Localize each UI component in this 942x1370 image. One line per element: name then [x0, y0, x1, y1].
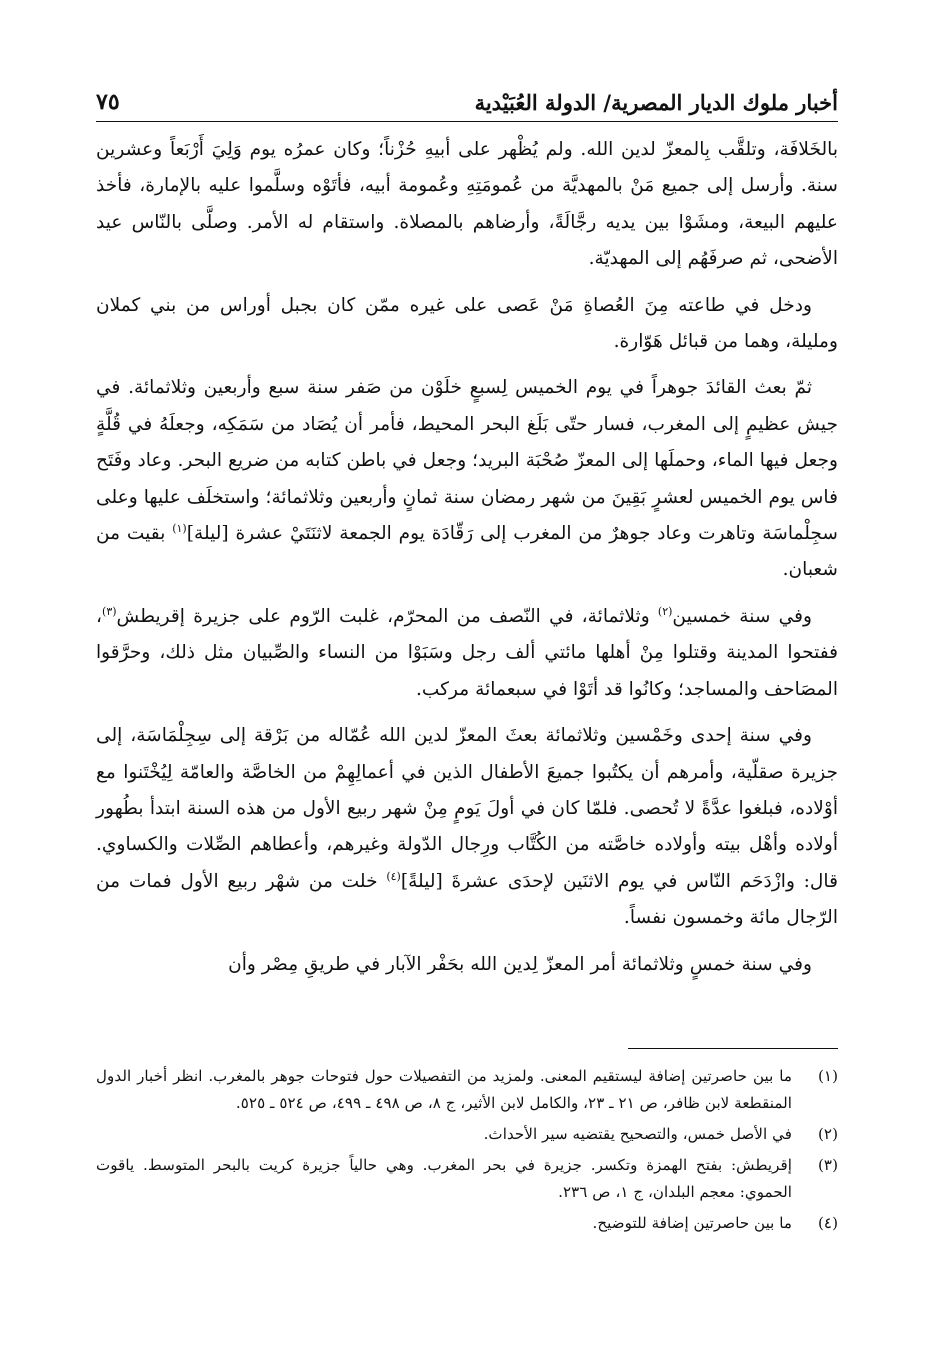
paragraph-text: وفي سنة خمسٍ وثلاثمائة أمر المعزّ لِدين الله بحَفْر الآبار في طريقِ مِصْر وأن	[228, 953, 812, 975]
paragraph	[96, 132, 838, 278]
paragraph-text: ، ففتحوا المدينة وقتلوا مِنْ أهلها مائتي ألف رجل وسَبَوْا من النساء والصِّبيان مثل ذلك، وحرَّقوا المصَاحف والمساجد؛ وكانُوا قد أتَوْا في سبعمائة مركب.	[96, 605, 838, 700]
book-page	[96, 82, 838, 1312]
footnote-number: (١)	[817, 1067, 838, 1085]
paragraph-text: وفي سنة إحدى وخَمْسين وثلاثمائة بعثَ المعزّ لدين الله عُمّاله من بَرْقة إلى سِجِلْمَاسَة، إلى جزيرة صقلّية، وأمرهم أن يكتُبوا جميعَ الأطفال الذين في أعمالِهِمْ من الخاصَّة والعامّة لِيُخْتَنوا مع أوْلاده، فبلغوا عدَّةً لا تُحصى. فلمّا كان في أولَ يَومٍ مِنْ شهر ربيع الأول من هذه السنة ابتدأ بطُهور أولاده وأهْل بيته وأولاده خاصَّته من الكُتَّاب ورِجال الدّولة وغيرهم، وأعطاهم الصِّلات والكساوي. قال: وازْدَحَم النّاس في يوم الاثنَين لإحدَى عشرةَ [ليلةً]	[96, 725, 838, 892]
footnote-ref: (١)	[172, 521, 187, 535]
page-number: ٧٥	[96, 89, 120, 115]
paragraph	[96, 288, 838, 361]
footnote-ref: (٤)	[386, 869, 401, 883]
paragraph	[96, 947, 838, 983]
running-header	[96, 82, 838, 122]
footnote-divider	[628, 1048, 838, 1049]
paragraph	[96, 599, 838, 708]
main-text	[96, 132, 838, 983]
paragraph-text: ودخل في طاعته مِنَ العُصاةِ مَنْ عَصى على غيره ممّن كان بجبل أوراس من بني كملان ومليلة، وهما من قبائل هَوّارة.	[96, 294, 838, 353]
paragraph-text: بالخَلافَة، وتلقَّب بِالمعزّ لدين الله. ولم يُظْهر على أبيهِ حُزْناً؛ وكان عمرُه يوم وَلِيَ أَرْبَعاً وعشرين سنة. وأرسل إلى جميع مَنْ بالمهديَّة من عُمومَتِهِ وعُمومة أبيه، فأتَوْه وسلَّموا عليه بالإمارة، فأخذ عليهم البيعة، ومشَوْا بين يديه رجَّالَةً، وأرضاهم بالمصلاة. واستقام له الأمر. وصلَّى بالنّاس عيد الأضحى، ثم صرفَهُم إلى المهديّة.	[96, 139, 838, 270]
paragraph-text: ثمّ بعث القائدَ جوهراً في يوم الخميس لِسبعٍ خلَوْن من صَفر سنة سبع وأربعين وثلاثمائة. في جيش عظيمٍ إلى المغرب، فسار حتّى بَلَغ البحر المحيط، فأمر أن يُصَاد من سَمَكِه، وجعلَهُ في قُلَّةٍ وجعل فيها الماء، وحملَها إلى المعزّ صُحْبَة البريد؛ وجعل في باطن كتابه من ضريع البحر. وعاد وفَتَح فاس يوم الخميس لعشرٍ بَقِينَ من شهر رمضان سنة ثمانٍ وأربعين وثلاثمائة؛ واستخلَف عليها وعلى سجِلْماسَة وتاهرت وعاد جوهرٌ من المغرب إلى رَقّادَة يوم الجمعة لاثنَتَيْ عشرة [ليلة]	[96, 377, 838, 545]
footnotes	[96, 1048, 838, 1241]
paragraph-text: وفي سنة خمسين	[672, 605, 812, 627]
paragraph	[96, 370, 838, 588]
footnote-number: (٤)	[817, 1214, 838, 1232]
paragraph-text: خلت من شهْر ربيع الأول فمات من الرّجال مائة وخمسون نفساً.	[96, 870, 838, 929]
footnote-number: (٣)	[817, 1156, 838, 1174]
footnote-text: إقريطش: بفتح الهمزة وتكسر. جزيرة في بحر المغرب. وهي حالياً جزيرة كريت بالبحر المتوسط. ياقوت الحموي: معجم البلدان، ج ١، ص ٢٣٦.	[96, 1156, 792, 1201]
running-title: أخبار ملوك الديار المصرية/ الدولة العُبَيْدية	[474, 90, 838, 115]
paragraph	[96, 718, 838, 936]
footnote-text: ما بين حاصرتين إضافة ليستقيم المعنى. ولمزيد من التفصيلات حول فتوحات جوهر بالمغرب. انظر أخبار الدول المنقطعة لابن ظافر، ص ٢١ ـ ٢٣، والكامل لابن الأثير، ج ٨، ص ٤٩٨ ـ ٤٩٩، ص ٥٢٤ ـ ٥٢٥.	[96, 1067, 792, 1112]
footnote-text: في الأصل خمس، والتصحيح يقتضيه سير الأحداث.	[483, 1125, 792, 1143]
footnote	[96, 1152, 838, 1206]
paragraph-text: وثلاثمائة، في النّصف من المحرّم، غلبت الرّوم على جزيرة إقريطش	[116, 605, 658, 627]
paragraph-text: بقيت من شعبان.	[96, 523, 838, 581]
footnote	[96, 1063, 838, 1117]
footnote-ref: (٢)	[657, 604, 673, 618]
footnote	[96, 1210, 838, 1237]
footnote	[96, 1121, 838, 1148]
footnote-number: (٢)	[817, 1125, 838, 1143]
footnote-text: ما بين حاصرتين إضافة للتوضيح.	[592, 1214, 792, 1232]
footnote-ref: (٣)	[102, 604, 117, 618]
